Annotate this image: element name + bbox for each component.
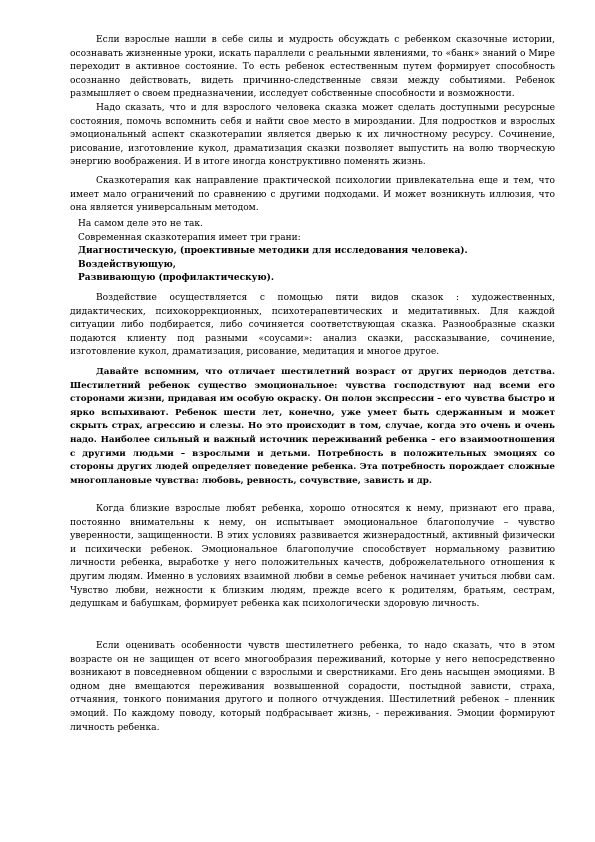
paragraph-emotional-wellbeing <box>70 503 555 612</box>
paragraph-method-universality <box>70 175 555 216</box>
list-item-text: Развивающую (профилактическую). <box>78 273 274 284</box>
paragraph-captive-of-emotions <box>70 640 555 735</box>
paragraph-text: Если оценивать особенности чувств шестилетнего ребенка, то надо сказать, что в этом возрасте он не защищен от всего многообразия переживаний, которые у него непосредственно возникают в повседневном общении с взрослыми и сверстниками. Его день насыщен эмоциями. В одном дне вмещаются переживания возвышенной сорадости, постыдной зависти, страха, отчаяния, тонкого понимания другого и полного отчуждения. Шестилетний ребенок – пленник эмоций. По каждому поводу, который подбрасывает жизнь, - переживания. Эмоции формируют личность ребенка. <box>70 641 555 733</box>
paragraph-six-year-old-emotional <box>70 366 555 488</box>
text-line-three-facets: Современная сказкотерапия имеет три грани: <box>78 232 301 243</box>
list-item-diagnostic <box>70 245 555 259</box>
paragraph-text: Когда близкие взрослые любят ребенка, хорошо относятся к нему, признают его права, постоянно внимательны к нему, он испытывает эмоциональное благополучие – чувство уверенности, защищенности. В этих условиях развивается жизнерадостный, активный физически и психически ребенок. Эмоциональное благополучие способствует нормальному развитию личности ребенка, выработке у него положительных качеств, доброжелательного отношения к другим людям. Именно в условиях взаимной любви в семье ребенок начинает учиться любви сам. Чувство любви, нежности к близким людям, прежде всего к родителям, братьям, сестрам, дедушкам и бабушкам, формирует ребенка как психологически здоровую личность. <box>70 504 555 610</box>
paragraph-text: Давайте вспомним, что отличает шестилетний возраст от других периодов детства. Шестилетний ребенок существо эмоциональное: чувства господствуют над всеми его сторонами жизни, придавая им особую окраску. Он полон экспрессии – его чувства быстро и ярко вспыхивают. Ребенок шести лет, конечно, уже умеет быть сдержанным и может скрыть страх, агрессию и слезы. Но это происходит в том, случае, когда это очень и очень надо. Наиболее сильный и важный источник переживаний ребенка – его взаимоотношения с другими людьми – взрослыми и детьми. Потребность в положительных эмоциях со стороны других людей определяет поведение ребенка. Эта потребность порождает сложные многоплановые чувства: любовь, ревность, сочувствие, зависть и др. <box>70 367 555 486</box>
list-item-text: Диагностическую, (проективные методики для исследования человека). <box>78 246 468 257</box>
paragraph-fairytale-discussion <box>70 34 555 102</box>
paragraph-five-kinds <box>70 292 555 360</box>
paragraph-text: Сказкотерапия как направление практической психологии привлекательна еще и тем, что имеет мало ограничений по сравнению с другими подходами. И может возникнуть иллюзия, что она является универсальным методом. <box>70 176 555 214</box>
paragraph-text: Воздействие осуществляется с помощью пяти видов сказок : художественных, дидактических, психокоррекционных, психотерапевтических и медитативных. Для каждой ситуации либо подбирается, либо сочиняется соответствующая сказка. Разнообразные сказки подаются клиенту под разными «соусами»: анализ сказки, рассказывание, сочинение, изготовление кукол, драматизация, рисование, медитация и многое другое. <box>70 293 555 358</box>
paragraph-text: Надо сказать, что и для взрослого человека сказка может сделать доступными ресурсные состояния, помочь вспомнить себя и найти свое место в мироздании. Для подростков и взрослых эмоциональный аспект сказкотерапии является дверью к их личностному ресурсу. Сочинение, рисование, изготовление кукол, драматизация сказки позволяет выпустить на волю творческую энергию воображения. И в итоге иногда конструктивно поменять жизнь. <box>70 103 555 168</box>
paragraph-adult-resources <box>70 102 555 170</box>
lines-three-facets <box>70 218 555 286</box>
paragraph-text: Если взрослые нашли в себе силы и мудрость обсуждать с ребенком сказочные истории, осознавать жизненные уроки, искать параллели с реальными явлениями, то «банк» знаний о Мире переходит в активное состояние. То есть ребенок естественным путем формирует способность осознанно действовать, видеть причинно-следственные связи между событиями. Ребенок размышляет о своем предназначении, исследует собственные способности и возможности. <box>70 35 555 100</box>
list-item-influencing <box>70 259 555 273</box>
list-item-developing <box>70 272 555 286</box>
text-line-not-so: На самом деле это не так. <box>78 219 203 229</box>
list-item-text: Воздействующую, <box>78 259 176 270</box>
